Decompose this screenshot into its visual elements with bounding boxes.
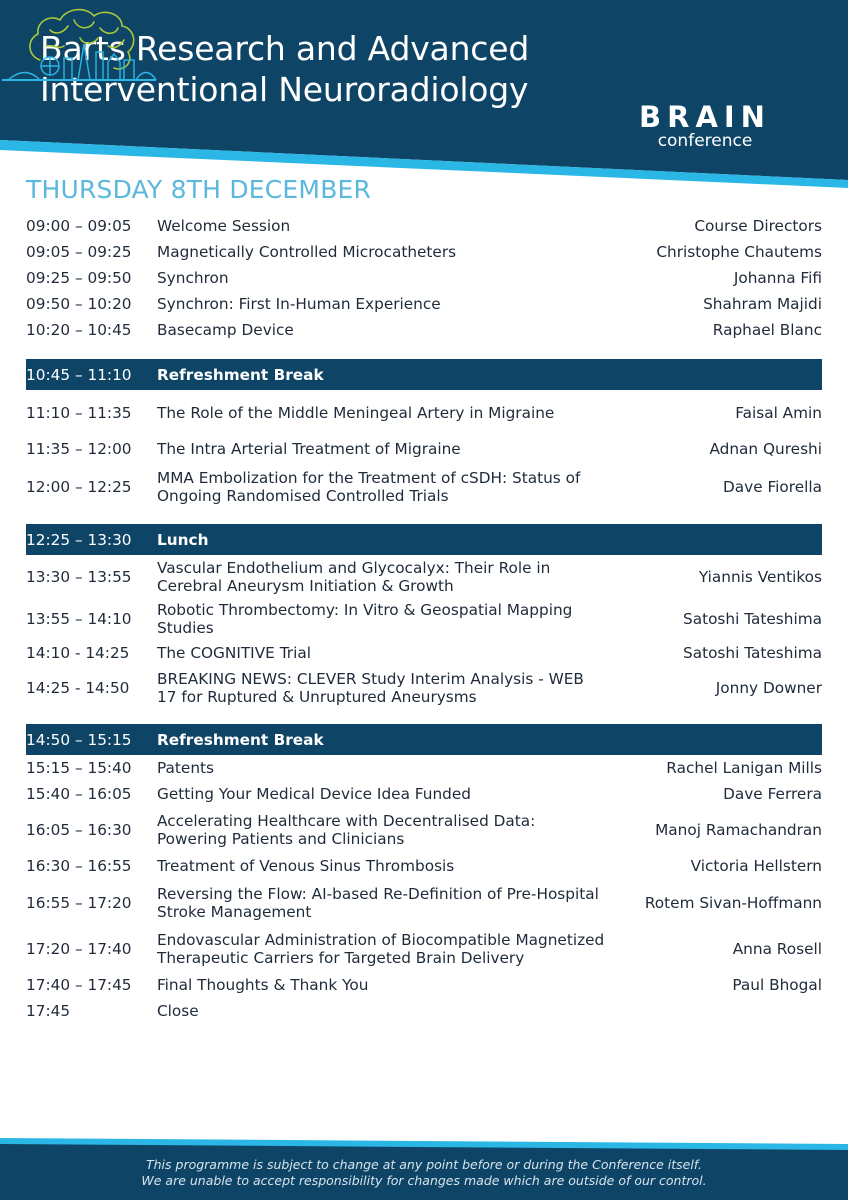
break-row-refreshment bbox=[26, 724, 822, 755]
break-title: Lunch bbox=[157, 530, 209, 549]
session-speaker: Yiannis Ventikos bbox=[698, 568, 822, 586]
session-time: 13:55 – 14:10 bbox=[26, 610, 132, 628]
session-row bbox=[0, 999, 848, 1023]
session-title: Close bbox=[157, 1002, 199, 1020]
session-title: The COGNITIVE Trial bbox=[157, 644, 311, 662]
day-heading: THURSDAY 8TH DECEMBER bbox=[26, 175, 372, 204]
break-title: Refreshment Break bbox=[157, 365, 324, 384]
session-title: Reversing the Flow: AI-based Re-Definition of Pre-Hospital Stroke Management bbox=[157, 885, 599, 921]
session-row bbox=[0, 782, 848, 806]
break-row-refreshment bbox=[26, 359, 822, 390]
header-banner bbox=[0, 0, 848, 200]
session-row bbox=[0, 214, 848, 238]
session-row bbox=[0, 466, 848, 508]
session-speaker: Jonny Downer bbox=[715, 679, 822, 697]
session-time: 15:40 – 16:05 bbox=[26, 785, 132, 803]
session-row bbox=[0, 437, 848, 461]
break-row-lunch bbox=[26, 524, 822, 555]
session-row bbox=[0, 599, 848, 639]
session-speaker: Manoj Ramachandran bbox=[655, 821, 822, 839]
session-time: 14:10 - 14:25 bbox=[26, 644, 130, 662]
session-speaker: Faisal Amin bbox=[735, 404, 822, 422]
session-time: 14:25 - 14:50 bbox=[26, 679, 130, 697]
session-speaker: Rotem Sivan-Hoffmann bbox=[644, 894, 822, 912]
session-speaker: Shahram Majidi bbox=[703, 295, 822, 313]
session-row bbox=[0, 882, 848, 924]
session-time: 09:00 – 09:05 bbox=[26, 217, 132, 235]
session-title: Magnetically Controlled Microcatheters bbox=[157, 243, 457, 261]
session-title: Vascular Endothelium and Glycocalyx: Their Role in Cerebral Aneurysm Initiation & Growth bbox=[157, 559, 551, 595]
session-row bbox=[0, 240, 848, 264]
session-row bbox=[0, 756, 848, 780]
brain-skyline-logo bbox=[0, 0, 158, 140]
session-speaker: Dave Ferrera bbox=[723, 785, 822, 803]
session-title: MMA Embolization for the Treatment of cSDH: Status of Ongoing Randomised Controlled Trials bbox=[157, 469, 581, 505]
session-speaker: Rachel Lanigan Mills bbox=[666, 759, 822, 777]
session-time: 13:30 – 13:55 bbox=[26, 568, 132, 586]
session-row bbox=[0, 318, 848, 342]
session-title: Patents bbox=[157, 759, 214, 777]
disclaimer-line-2: We are unable to accept responsibility for changes made which are outside of our control. bbox=[141, 1173, 707, 1188]
session-time: 17:45 bbox=[26, 1002, 71, 1020]
session-title: BREAKING NEWS: CLEVER Study Interim Analysis - WEB 17 for Ruptured & Unruptured Aneurysms bbox=[157, 670, 584, 706]
session-row bbox=[0, 401, 848, 425]
session-row bbox=[0, 668, 848, 708]
session-row bbox=[0, 557, 848, 597]
session-row bbox=[0, 854, 848, 878]
session-speaker: Johanna Fifi bbox=[733, 269, 822, 287]
session-row bbox=[0, 973, 848, 997]
session-speaker: Raphael Blanc bbox=[712, 321, 822, 339]
session-speaker: Dave Fiorella bbox=[722, 478, 822, 496]
page-title: Barts Research and Advanced Interventional Neuroradiology bbox=[40, 29, 530, 109]
break-time: 10:45 – 11:10 bbox=[26, 365, 132, 384]
session-title: The Intra Arterial Treatment of Migraine bbox=[157, 440, 461, 458]
session-title: Getting Your Medical Device Idea Funded bbox=[157, 785, 471, 803]
session-title: Final Thoughts & Thank You bbox=[157, 976, 369, 994]
break-time: 14:50 – 15:15 bbox=[26, 730, 132, 749]
session-title: Treatment of Venous Sinus Thrombosis bbox=[157, 857, 455, 875]
session-time: 09:25 – 09:50 bbox=[26, 269, 132, 287]
session-row bbox=[0, 266, 848, 290]
disclaimer bbox=[0, 1157, 848, 1189]
session-time: 10:20 – 10:45 bbox=[26, 321, 132, 339]
break-title: Refreshment Break bbox=[157, 730, 324, 749]
logo-wordmark: BRAIN bbox=[639, 100, 771, 134]
session-row bbox=[0, 928, 848, 970]
session-row bbox=[0, 810, 848, 850]
session-time: 15:15 – 15:40 bbox=[26, 759, 132, 777]
session-title: Basecamp Device bbox=[157, 321, 294, 339]
session-time: 11:35 – 12:00 bbox=[26, 440, 132, 458]
session-row bbox=[0, 292, 848, 316]
session-time: 16:30 – 16:55 bbox=[26, 857, 132, 875]
session-time: 16:55 – 17:20 bbox=[26, 894, 132, 912]
session-speaker: Victoria Hellstern bbox=[690, 857, 822, 875]
session-speaker: Adnan Qureshi bbox=[709, 440, 822, 458]
session-speaker: Paul Bhogal bbox=[732, 976, 822, 994]
session-time: 09:05 – 09:25 bbox=[26, 243, 132, 261]
disclaimer-line-1: This programme is subject to change at any point before or during the Conference itself. bbox=[146, 1157, 702, 1172]
logo-subtitle: conference bbox=[657, 131, 753, 151]
session-speaker: Course Directors bbox=[694, 217, 822, 235]
session-title: Welcome Session bbox=[157, 217, 291, 235]
session-row bbox=[0, 641, 848, 665]
session-title: Synchron: First In-Human Experience bbox=[157, 295, 441, 313]
session-title: Endovascular Administration of Biocompatible Magnetized Therapeutic Carriers for Targeted Brain Delivery bbox=[157, 931, 605, 967]
session-time: 16:05 – 16:30 bbox=[26, 821, 132, 839]
session-time: 17:20 – 17:40 bbox=[26, 940, 132, 958]
session-title: Synchron bbox=[157, 269, 229, 287]
break-time: 12:25 – 13:30 bbox=[26, 530, 132, 549]
session-time: 09:50 – 10:20 bbox=[26, 295, 132, 313]
session-time: 12:00 – 12:25 bbox=[26, 478, 132, 496]
session-speaker: Christophe Chautems bbox=[656, 243, 822, 261]
session-speaker: Anna Rosell bbox=[732, 940, 822, 958]
session-title: The Role of the Middle Meningeal Artery in Migraine bbox=[157, 404, 555, 422]
session-time: 11:10 – 11:35 bbox=[26, 404, 132, 422]
session-time: 17:40 – 17:45 bbox=[26, 976, 132, 994]
session-speaker: Satoshi Tateshima bbox=[682, 644, 822, 662]
session-title: Accelerating Healthcare with Decentralised Data: Powering Patients and Clinicians bbox=[157, 812, 536, 848]
session-speaker: Satoshi Tateshima bbox=[682, 610, 822, 628]
session-title: Robotic Thrombectomy: In Vitro & Geospatial Mapping Studies bbox=[157, 601, 573, 637]
